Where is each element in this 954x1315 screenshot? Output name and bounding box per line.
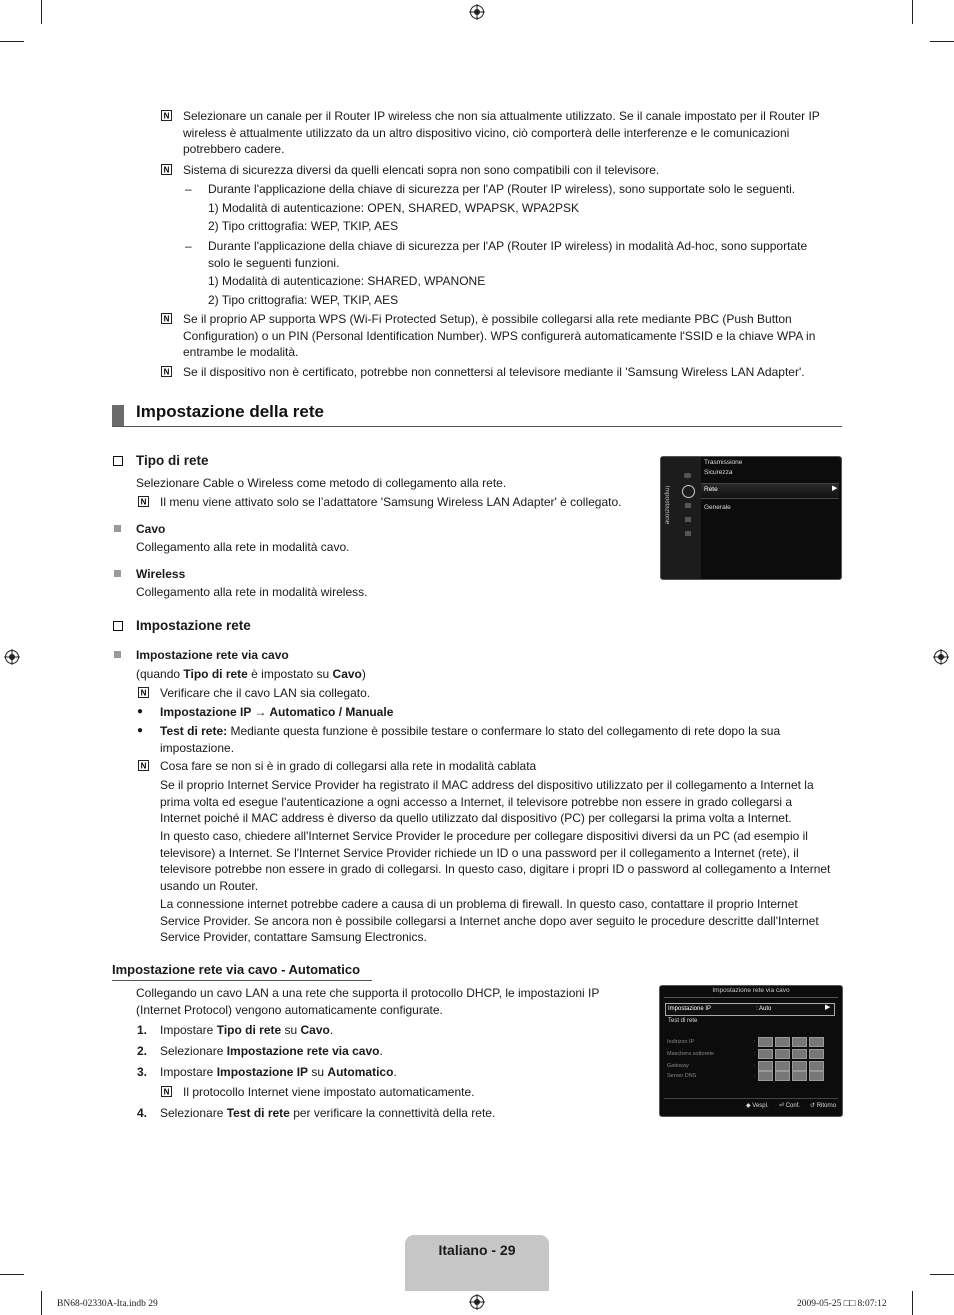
return-icon: ↺ [810,1103,816,1109]
dash-line: 1) Modalità di autenticazione: OPEN, SHARED, WPAPSK, WPA2PSK [208,201,580,215]
note-icon [138,687,149,698]
move-icon: ◆ [746,1103,751,1109]
tv-field-colon: : [754,1073,756,1079]
subsection-title: Tipo di rete [136,453,209,468]
tv-test-row[interactable]: Test di rete [668,1018,698,1024]
tv-footer-hint: ⏎ Conf. [779,1103,801,1109]
step-number: 2. [137,1044,148,1058]
print-info-right: 2009-05-25 □□ 8:07:12 [797,1299,887,1309]
crop-mark [930,1274,954,1275]
condition-text: (quando Tipo di rete è impostato su Cavo) [136,667,366,681]
subsection-title: Impostazione rete via cavo - Automatico [112,962,361,977]
tv-screen-title: Impostazione rete via cavo [712,987,790,994]
note-icon [138,496,149,507]
option-label: Cavo [136,522,166,536]
tv-ip-octet-box [809,1061,824,1071]
option-text: Collegamento alla rete in modalità wireless. [136,585,368,599]
note-text: Cosa fare se non si è in grado di collegarsi alla rete in modalità cablata [160,759,537,773]
body-text: Selezionare Cable o Wireless come metodo di collegamento alla rete. [136,476,507,490]
tv-ip-octet-box [809,1037,824,1047]
heading-underline [112,980,372,981]
tv-icon [685,503,691,508]
dot-bullet: ● [137,706,144,717]
step-text: Impostare Tipo di rete su Cavo. [160,1023,334,1037]
crop-mark [0,41,24,42]
tv-ip-octet-box [809,1071,824,1081]
tv-ip-octet-box [809,1049,824,1059]
section-title: Impostazione della rete [136,402,324,421]
checkbox-bullet [113,456,123,466]
svg-text:N: N [163,1087,170,1097]
tv-ip-octet-box [775,1037,790,1047]
note-icon [138,760,149,771]
note-text: Selezionare un canale per il Router IP wireless che non sia attualmente utilizzato. Se il canale impostato per il Router IP wireless è attualmente utilizzato da un altro dispositivo vicino, ciò comporterà delle interferenze e le comunicazioni potrebbero cadere. [183,109,820,156]
tv-icon [685,531,691,536]
tv-menu-item[interactable]: Generale [704,504,731,511]
svg-text:N: N [163,367,170,377]
tv-icon [684,473,691,478]
tv-ip-octet-box [758,1037,773,1047]
tv-menu-item[interactable]: Sicurezza [704,469,733,476]
tv-field-label: Gateway [667,1063,689,1069]
body-paragraph: La connessione internet potrebbe cadere a causa di un problema di firewall. In questo caso, contattare il proprio Internet Service Provider. Se ancora non è possibile collegarsi a Internet anche dopo aver seguito le procedure descritte dall'Internet Service Provider, contattare Samsung Electronics. [160,897,819,944]
tv-menu-selection[interactable] [701,483,839,499]
dash-text: Durante l'applicazione della chiave di sicurezza per l'AP (Router IP wireless) in modalità Ad-hoc, sono supportate solo le seguenti funzioni. [208,239,808,270]
dash-line: 1) Modalità di autenticazione: SHARED, WPANONE [208,274,486,288]
svg-text:N: N [140,497,147,507]
tv-row-value: : Auto [756,1006,772,1012]
crop-mark [0,1274,24,1275]
dash-bullet: – [185,239,192,253]
arrow-right-icon: ▶ [832,485,838,492]
tv-ip-octet-box [758,1049,773,1059]
tv-wired-setup-screenshot [659,985,843,1117]
note-icon [161,313,172,324]
svg-text:N: N [163,314,170,324]
dash-line: 2) Tipo crittografia: WEP, TKIP, AES [208,293,399,307]
crop-mark [41,1291,42,1315]
gear-icon [682,485,695,498]
option-text: Collegamento alla rete in modalità cavo. [136,540,350,554]
subheading: Impostazione rete via cavo [136,648,289,662]
body-paragraph: Se il proprio Internet Service Provider ha registrato il MAC address del dispositivo utilizzato per il collegamento a Internet la prima volta ed esegue l'autenticazione a ogni accesso a Internet, il televisore potrebbe non essere in grado collegarsi a Internet poiché il MAC address è diverso da quello utilizzato dal dispositivo (PC) per collegarsi la prima volta a Internet. [160,778,814,825]
tv-ip-octet-box [792,1071,807,1081]
note-icon [161,1086,172,1097]
step-number: 3. [137,1065,148,1079]
tv-icon [685,517,691,522]
dot-bullet: ● [137,725,144,736]
crop-mark [912,1291,913,1315]
section-divider [112,426,842,427]
tv-ip-octet-box [758,1061,773,1071]
svg-text:N: N [163,165,170,175]
page-number: Italiano - 29 [438,1242,516,1258]
note-icon [161,164,172,175]
registration-mark-icon [933,649,949,665]
print-info-left: BN68-02330A-Ita.indb 29 [57,1299,158,1309]
step-text: Selezionare Test di rete per verificare la connettività della rete. [160,1106,496,1120]
tv-field-label: Indirizzo IP [667,1039,695,1045]
step-text: Selezionare Impostazione rete via cavo. [160,1044,383,1058]
square-bullet [114,525,121,532]
crop-mark [930,41,954,42]
arrow-right-icon: ▶ [825,1004,831,1011]
tv-divider [664,1098,838,1099]
body-paragraph: In questo caso, chiedere all'Internet Service Provider le procedure per collegare dispositivi diversi da un PC (ad esempio il televisore) a Internet. Se l'Internet Service Provider richiede un ID o una password per il collegamento a Internet (rete), il televisore potrebbe non essere in grado di collegarsi. In questo caso, digitare i propri ID o password al collegamento a Internet usando un Router. [160,829,831,893]
tv-ip-octet-box [775,1071,790,1081]
tv-menu-item[interactable]: Trasmissione [704,459,743,466]
tv-sidebar-label: Impostazione [663,485,671,525]
tv-menu-screenshot [660,456,842,580]
dash-bullet: – [185,182,192,196]
tv-row-label: Impostazione IP [668,1006,712,1012]
square-bullet [114,570,121,577]
crop-mark [41,0,42,24]
bullet-text: Impostazione IP → Automatico / Manuale [160,705,394,719]
svg-text:N: N [163,111,170,121]
registration-mark-icon [4,649,20,665]
square-bullet [114,651,121,658]
subsection-title: Impostazione rete [136,618,251,633]
bullet-text: Test di rete: Mediante questa funzione è possibile testare o confermare lo stato del collegamento di rete dopo la sua impostazione. [160,724,781,755]
tv-field-colon: : [754,1063,756,1069]
step-text: Impostare Impostazione IP su Automatico. [160,1065,397,1079]
tv-field-colon: : [754,1039,756,1045]
svg-text:N: N [140,761,147,771]
tv-footer-hint: ↺ Ritorno [810,1103,837,1109]
step-number: 1. [137,1023,148,1037]
body-text: Collegando un cavo LAN a una rete che supporta il protocollo DHCP, le impostazioni IP (Internet Protocol) vengono automaticamente configurate. [136,986,600,1017]
checkbox-bullet [113,621,123,631]
note-text: Sistema di sicurezza diversi da quelli elencati sopra non sono compatibili con il televisore. [183,163,660,177]
tv-ip-octet-box [792,1049,807,1059]
tv-footer-hint: ◆ Vespl. [746,1103,769,1109]
tv-ip-octet-box [792,1037,807,1047]
tv-ip-octet-box [758,1071,773,1081]
svg-text:N: N [140,688,147,698]
note-text: Se il proprio AP supporta WPS (Wi-Fi Protected Setup), è possibile collegarsi alla rete mediante PBC (Push Button Configuration) o un PIN (Personal Identification Number). WPS configurerà automaticamente l'SSID e la chiave WPA in entrambe le modalità. [183,312,816,359]
option-label: Wireless [136,567,186,581]
enter-icon: ⏎ [779,1103,785,1109]
tv-field-label: Maschera sottorete [667,1051,715,1057]
tv-ip-octet-box [775,1061,790,1071]
registration-mark-icon [469,4,485,20]
section-title-bar [112,405,124,427]
note-text: Verificare che il cavo LAN sia collegato. [160,686,371,700]
tv-field-colon: : [754,1051,756,1057]
crop-mark [912,0,913,24]
note-text: Il menu viene attivato solo se l’adattatore 'Samsung Wireless LAN Adapter' è collegato. [160,495,622,509]
tv-divider [664,997,838,998]
tv-ip-octet-box [775,1049,790,1059]
dash-text: Durante l'applicazione della chiave di sicurezza per l'AP (Router IP wireless), sono supportate solo le seguenti. [208,182,796,196]
note-text: Il protocollo Internet viene impostato automaticamente. [183,1085,475,1099]
note-icon [161,366,172,377]
step-number: 4. [137,1106,148,1120]
registration-mark-icon [469,1294,485,1310]
tv-menu-item-selected[interactable]: Rete [704,486,718,493]
tv-ip-octet-box [792,1061,807,1071]
note-icon [161,110,172,121]
note-text: Se il dispositivo non è certificato, potrebbe non connettersi al televisore mediante il 'Samsung Wireless LAN Adapter'. [183,365,805,379]
dash-line: 2) Tipo crittografia: WEP, TKIP, AES [208,219,399,233]
tv-field-label: Server DNS [667,1073,697,1079]
